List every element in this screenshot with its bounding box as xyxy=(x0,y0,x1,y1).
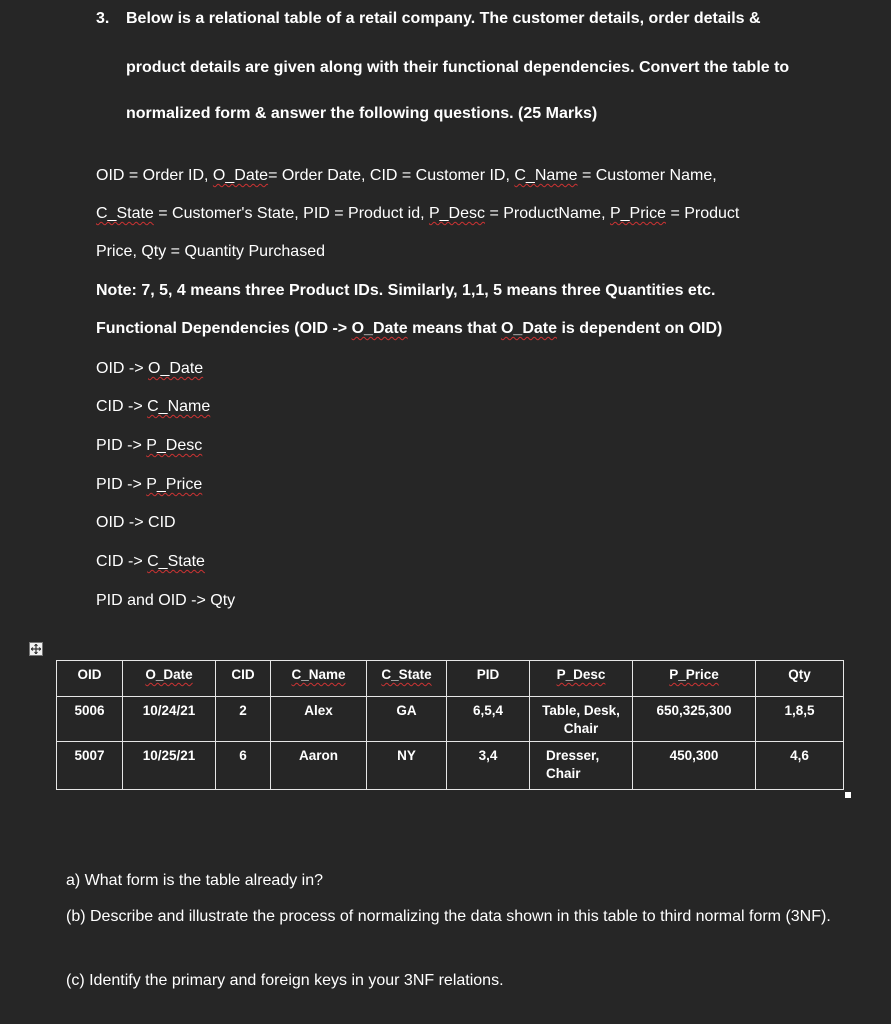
cell-pid: 6,5,4 xyxy=(447,697,530,742)
dep-left: PID and OID -> xyxy=(96,592,211,609)
cell-cstate: GA xyxy=(367,697,447,742)
dep-left: OID -> xyxy=(96,514,149,531)
table-row xyxy=(57,741,844,789)
retail-table xyxy=(56,660,844,790)
header-cid: CID xyxy=(216,661,271,697)
dependency-4 xyxy=(96,476,202,494)
dep-right: P_Desc xyxy=(146,437,203,454)
dep-right: P_Price xyxy=(146,476,203,493)
cell-pprice: 450,300 xyxy=(633,741,756,789)
question-line-2: product details are given along with their functional dependencies. Convert the table to xyxy=(126,59,790,76)
cell-pdesc: Table, Desk, Chair xyxy=(530,697,633,742)
legend-cname: C_Name xyxy=(514,167,578,184)
header-pid: PID xyxy=(447,661,530,697)
dep-left: PID -> xyxy=(96,476,147,493)
fd-heading-term-2: O_Date xyxy=(500,320,558,337)
fd-heading-pre: Functional Dependencies (OID -> xyxy=(96,320,352,337)
dependency-1 xyxy=(96,360,203,378)
fd-heading xyxy=(96,320,722,338)
header-pprice: P_Price xyxy=(633,661,756,697)
table-row xyxy=(57,697,844,742)
legend-pdesc: P_Desc xyxy=(428,205,486,222)
fd-heading-term-1: O_Date xyxy=(351,320,408,337)
cell-pid: 3,4 xyxy=(447,741,530,789)
header-pdesc: P_Desc xyxy=(530,661,633,697)
cell-cstate: NY xyxy=(367,741,447,789)
header-odate: O_Date xyxy=(123,661,216,697)
cell-odate: 10/25/21 xyxy=(123,741,216,789)
header-qty: Qty xyxy=(756,661,844,697)
dep-left: CID -> xyxy=(96,398,148,415)
dep-left: PID -> xyxy=(96,437,147,454)
table-header-row xyxy=(57,661,844,697)
dep-right: O_Date xyxy=(148,360,204,377)
legend-cstate-desc: = Customer's State, PID = Product id, xyxy=(153,205,429,222)
cell-qty: 4,6 xyxy=(756,741,844,789)
question-b: (b) Describe and illustrate the process of normalizing the data shown in this table to third normal form (3NF). xyxy=(66,908,831,925)
dep-right: C_State xyxy=(147,553,205,570)
legend-line-3: Price, Qty = Quantity Purchased xyxy=(96,243,325,260)
question-c: (c) Identify the primary and foreign keys in your 3NF relations. xyxy=(66,972,504,989)
legend-cname-desc: = Customer Name, xyxy=(577,167,717,184)
table-resize-handle[interactable] xyxy=(845,792,851,798)
cell-cid: 2 xyxy=(216,697,271,742)
header-cname: C_Name xyxy=(271,661,367,697)
question-number: 3. xyxy=(96,10,110,27)
dependency-5 xyxy=(96,514,176,532)
cell-oid: 5006 xyxy=(57,697,123,742)
cell-cname: Alex xyxy=(271,697,367,742)
fd-heading-mid: means that xyxy=(407,320,501,337)
cell-cname: Aaron xyxy=(271,741,367,789)
dep-right: Qty xyxy=(210,592,236,609)
fd-heading-post: is dependent on OID) xyxy=(557,320,723,337)
cell-qty: 1,8,5 xyxy=(756,697,844,742)
dependency-3 xyxy=(96,437,202,455)
legend-line-2 xyxy=(96,205,739,223)
header-cstate: C_State xyxy=(367,661,447,697)
table-move-handle[interactable] xyxy=(29,642,43,656)
dependency-6 xyxy=(96,553,205,571)
dep-left: CID -> xyxy=(96,553,148,570)
legend-odate: O_Date xyxy=(212,167,269,184)
legend-oid: OID = Order ID, xyxy=(96,167,213,184)
dep-right: CID xyxy=(148,514,176,531)
question-line-1: Below is a relational table of a retail company. The customer details, order details & xyxy=(126,10,761,27)
cell-cid: 6 xyxy=(216,741,271,789)
note: Note: 7, 5, 4 means three Product IDs. Similarly, 1,1, 5 means three Quantities etc. xyxy=(96,282,716,299)
legend-pdesc-desc: = ProductName, xyxy=(485,205,610,222)
move-icon xyxy=(31,644,41,654)
question-line-3: normalized form & answer the following questions. (25 Marks) xyxy=(126,105,598,122)
legend-pprice: P_Price xyxy=(609,205,666,222)
question-a: a) What form is the table already in? xyxy=(66,872,324,889)
cell-odate: 10/24/21 xyxy=(123,697,216,742)
cell-pdesc: Dresser, Chair xyxy=(530,741,633,789)
dep-right: C_Name xyxy=(147,398,211,415)
dependency-2 xyxy=(96,398,210,416)
cell-oid: 5007 xyxy=(57,741,123,789)
dep-left: OID -> xyxy=(96,360,149,377)
legend-line-1 xyxy=(96,167,717,185)
legend-cstate: C_State xyxy=(96,205,154,222)
legend-odate-desc: = Order Date, CID = Customer ID, xyxy=(268,167,515,184)
cell-pprice: 650,325,300 xyxy=(633,697,756,742)
dependency-7 xyxy=(96,592,235,610)
header-oid: OID xyxy=(57,661,123,697)
legend-pprice-desc: = Product xyxy=(666,205,740,222)
